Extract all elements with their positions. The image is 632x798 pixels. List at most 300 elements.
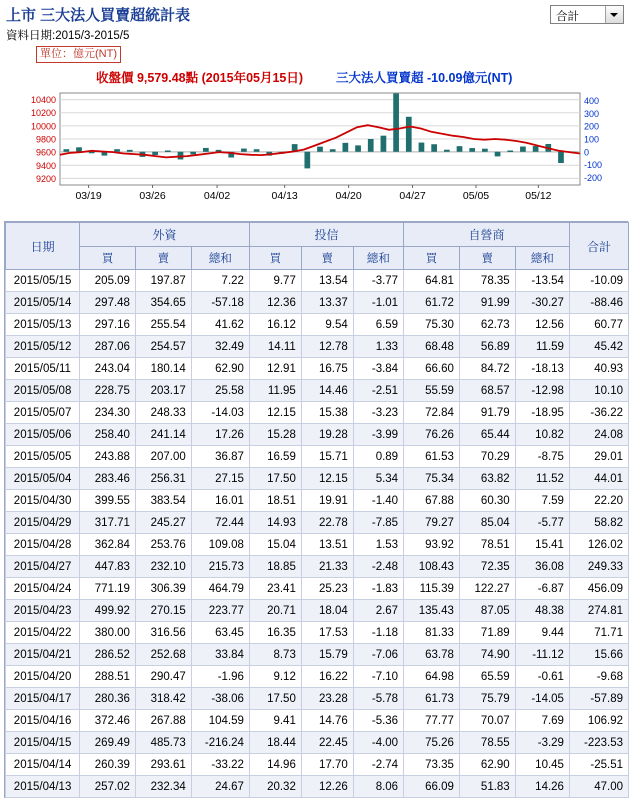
cell-foreign-net: -38.06 xyxy=(191,688,249,710)
cell-total: 47.00 xyxy=(569,776,628,798)
cell-foreign-buy: 362.84 xyxy=(80,534,136,556)
cell-total: 44.01 xyxy=(569,468,628,490)
th-trust-sell: 賣 xyxy=(301,247,353,270)
cell-dealer-sell: 91.79 xyxy=(459,402,515,424)
cell-dealer-sell: 78.55 xyxy=(459,732,515,754)
cell-trust-sell: 22.45 xyxy=(301,732,353,754)
table-row[interactable] xyxy=(6,490,629,512)
table-row[interactable] xyxy=(6,710,629,732)
cell-dealer-sell: 51.83 xyxy=(459,776,515,798)
th-group-foreign: 外資 xyxy=(80,223,250,247)
cell-trust-net: 8.06 xyxy=(353,776,403,798)
cell-trust-net: 0.89 xyxy=(353,446,403,468)
cell-date: 2015/04/24 xyxy=(6,578,80,600)
cell-foreign-sell: 316.56 xyxy=(135,622,191,644)
cell-foreign-sell: 248.33 xyxy=(135,402,191,424)
cell-trust-sell: 18.04 xyxy=(301,600,353,622)
table-row[interactable] xyxy=(6,556,629,578)
cell-dealer-sell: 87.05 xyxy=(459,600,515,622)
table-row[interactable] xyxy=(6,270,629,292)
th-dealer-buy: 買 xyxy=(404,247,460,270)
cell-dealer-buy: 66.09 xyxy=(404,776,460,798)
cell-dealer-buy: 61.73 xyxy=(404,688,460,710)
cell-dealer-buy: 75.30 xyxy=(404,314,460,336)
cell-date: 2015/05/12 xyxy=(6,336,80,358)
cell-foreign-buy: 297.16 xyxy=(80,314,136,336)
svg-text:10200: 10200 xyxy=(30,108,56,119)
cell-foreign-net: 32.49 xyxy=(191,336,249,358)
chart-title-close-price: 收盤價 9,579.48點 (2015年05月15日) xyxy=(96,71,304,85)
svg-text:9800: 9800 xyxy=(35,134,56,145)
cell-foreign-buy: 499.92 xyxy=(80,600,136,622)
cell-foreign-sell: 241.14 xyxy=(135,424,191,446)
cell-date: 2015/04/15 xyxy=(6,732,80,754)
cell-date: 2015/05/15 xyxy=(6,270,80,292)
unit-badge: 單位：億元(NT) xyxy=(36,46,121,63)
cell-foreign-sell: 293.61 xyxy=(135,754,191,776)
cell-foreign-net: -33.22 xyxy=(191,754,249,776)
cell-date: 2015/04/27 xyxy=(6,556,80,578)
cell-dealer-buy: 63.78 xyxy=(404,644,460,666)
cell-dealer-buy: 76.26 xyxy=(404,424,460,446)
cell-trust-sell: 13.37 xyxy=(301,292,353,314)
cell-trust-net: -7.85 xyxy=(353,512,403,534)
cell-trust-buy: 18.85 xyxy=(249,556,301,578)
cell-dealer-buy: 61.53 xyxy=(404,446,460,468)
th-dealer-net: 總和 xyxy=(515,247,569,270)
cell-total: -10.09 xyxy=(569,270,628,292)
cell-trust-buy: 14.93 xyxy=(249,512,301,534)
cell-trust-net: 2.67 xyxy=(353,600,403,622)
cell-total: -36.22 xyxy=(569,402,628,424)
cell-trust-sell: 12.78 xyxy=(301,336,353,358)
statistics-table-wrapper xyxy=(4,221,628,798)
th-group-trust: 投信 xyxy=(249,223,403,247)
cell-dealer-sell: 62.90 xyxy=(459,754,515,776)
cell-dealer-sell: 63.82 xyxy=(459,468,515,490)
cell-trust-buy: 18.44 xyxy=(249,732,301,754)
cell-trust-sell: 21.33 xyxy=(301,556,353,578)
cell-foreign-net: 464.79 xyxy=(191,578,249,600)
cell-trust-sell: 12.15 xyxy=(301,468,353,490)
cell-dealer-sell: 65.44 xyxy=(459,424,515,446)
svg-text:03/26: 03/26 xyxy=(139,190,166,202)
table-row[interactable] xyxy=(6,688,629,710)
cell-total: 71.71 xyxy=(569,622,628,644)
cell-trust-net: 5.34 xyxy=(353,468,403,490)
th-date: 日期 xyxy=(6,223,80,270)
table-row[interactable] xyxy=(6,468,629,490)
cell-date: 2015/04/21 xyxy=(6,644,80,666)
cell-trust-buy: 12.15 xyxy=(249,402,301,424)
cell-dealer-sell: 68.57 xyxy=(459,380,515,402)
th-trust-buy: 買 xyxy=(249,247,301,270)
cell-foreign-sell: 485.73 xyxy=(135,732,191,754)
cell-date: 2015/04/16 xyxy=(6,710,80,732)
cell-foreign-sell: 318.42 xyxy=(135,688,191,710)
cell-foreign-sell: 253.76 xyxy=(135,534,191,556)
cell-foreign-net: 16.01 xyxy=(191,490,249,512)
table-row[interactable] xyxy=(6,578,629,600)
cell-trust-net: 1.33 xyxy=(353,336,403,358)
data-date-label: 資料日期:2015/3-2015/5 xyxy=(6,30,130,42)
cell-trust-buy: 18.51 xyxy=(249,490,301,512)
cell-foreign-net: 215.73 xyxy=(191,556,249,578)
page-header xyxy=(0,0,632,65)
cell-dealer-net: 9.44 xyxy=(515,622,569,644)
cell-trust-buy: 11.95 xyxy=(249,380,301,402)
cell-foreign-net: 62.90 xyxy=(191,358,249,380)
cell-trust-buy: 16.59 xyxy=(249,446,301,468)
cell-dealer-net: 14.26 xyxy=(515,776,569,798)
cell-trust-buy: 14.11 xyxy=(249,336,301,358)
svg-text:200: 200 xyxy=(584,121,600,132)
svg-text:100: 100 xyxy=(584,134,600,145)
cell-dealer-net: -11.12 xyxy=(515,644,569,666)
cell-trust-sell: 16.22 xyxy=(301,666,353,688)
cell-trust-buy: 16.35 xyxy=(249,622,301,644)
cell-foreign-net: -57.18 xyxy=(191,292,249,314)
cell-trust-buy: 20.32 xyxy=(249,776,301,798)
cell-dealer-buy: 61.72 xyxy=(404,292,460,314)
cell-foreign-buy: 234.30 xyxy=(80,402,136,424)
cell-total: 15.66 xyxy=(569,644,628,666)
cell-trust-buy: 9.77 xyxy=(249,270,301,292)
cell-trust-sell: 23.28 xyxy=(301,688,353,710)
cell-dealer-buy: 93.92 xyxy=(404,534,460,556)
cell-trust-sell: 22.78 xyxy=(301,512,353,534)
cell-foreign-buy: 288.51 xyxy=(80,666,136,688)
table-row[interactable] xyxy=(6,776,629,798)
cell-dealer-net: 11.52 xyxy=(515,468,569,490)
cell-trust-net: -2.51 xyxy=(353,380,403,402)
cell-foreign-net: 223.77 xyxy=(191,600,249,622)
cell-trust-net: 1.53 xyxy=(353,534,403,556)
cell-dealer-net: 7.59 xyxy=(515,490,569,512)
cell-dealer-sell: 70.29 xyxy=(459,446,515,468)
cell-trust-net: -7.06 xyxy=(353,644,403,666)
cell-foreign-buy: 258.40 xyxy=(80,424,136,446)
cell-trust-sell: 25.23 xyxy=(301,578,353,600)
cell-dealer-buy: 81.33 xyxy=(404,622,460,644)
cell-dealer-net: -5.77 xyxy=(515,512,569,534)
cell-trust-buy: 12.91 xyxy=(249,358,301,380)
cell-dealer-net: 10.82 xyxy=(515,424,569,446)
svg-text:03/19: 03/19 xyxy=(75,190,102,202)
cell-foreign-buy: 257.02 xyxy=(80,776,136,798)
cell-foreign-buy: 243.04 xyxy=(80,358,136,380)
cell-dealer-net: -18.13 xyxy=(515,358,569,380)
cell-foreign-net: 63.45 xyxy=(191,622,249,644)
cell-dealer-sell: 56.89 xyxy=(459,336,515,358)
svg-text:04/13: 04/13 xyxy=(271,190,298,202)
cell-foreign-net: 7.22 xyxy=(191,270,249,292)
svg-text:300: 300 xyxy=(584,108,600,119)
cell-trust-net: -2.48 xyxy=(353,556,403,578)
cell-dealer-sell: 60.30 xyxy=(459,490,515,512)
cell-foreign-buy: 205.09 xyxy=(80,270,136,292)
cell-trust-buy: 16.12 xyxy=(249,314,301,336)
cell-trust-buy: 14.96 xyxy=(249,754,301,776)
table-row[interactable] xyxy=(6,336,629,358)
cell-trust-sell: 15.38 xyxy=(301,402,353,424)
cell-trust-sell: 19.91 xyxy=(301,490,353,512)
cell-dealer-sell: 78.35 xyxy=(459,270,515,292)
svg-text:400: 400 xyxy=(584,96,600,107)
th-foreign-buy: 買 xyxy=(80,247,136,270)
cell-dealer-sell: 72.35 xyxy=(459,556,515,578)
svg-text:9200: 9200 xyxy=(35,173,56,184)
cell-dealer-net: -6.87 xyxy=(515,578,569,600)
cell-date: 2015/05/11 xyxy=(6,358,80,380)
cell-total: 10.10 xyxy=(569,380,628,402)
cell-total: -223.53 xyxy=(569,732,628,754)
table-row[interactable] xyxy=(6,380,629,402)
cell-foreign-sell: 383.54 xyxy=(135,490,191,512)
cell-total: 29.01 xyxy=(569,446,628,468)
cell-dealer-buy: 66.60 xyxy=(404,358,460,380)
svg-text:05/05: 05/05 xyxy=(462,190,490,202)
cell-trust-buy: 15.28 xyxy=(249,424,301,446)
cell-foreign-buy: 447.83 xyxy=(80,556,136,578)
cell-foreign-net: 24.67 xyxy=(191,776,249,798)
cell-total: 24.08 xyxy=(569,424,628,446)
svg-text:10000: 10000 xyxy=(30,121,56,132)
cell-foreign-sell: 252.68 xyxy=(135,644,191,666)
cell-dealer-sell: 85.04 xyxy=(459,512,515,534)
statistics-table xyxy=(5,222,629,798)
cell-trust-buy: 12.36 xyxy=(249,292,301,314)
table-row[interactable] xyxy=(6,314,629,336)
cell-trust-sell: 15.71 xyxy=(301,446,353,468)
cell-foreign-sell: 203.17 xyxy=(135,380,191,402)
cell-dealer-net: -3.29 xyxy=(515,732,569,754)
cell-dealer-sell: 62.73 xyxy=(459,314,515,336)
cell-trust-sell: 14.76 xyxy=(301,710,353,732)
table-row[interactable] xyxy=(6,424,629,446)
cell-foreign-net: -216.24 xyxy=(191,732,249,754)
cell-foreign-sell: 245.27 xyxy=(135,512,191,534)
cell-foreign-sell: 267.88 xyxy=(135,710,191,732)
cell-trust-net: -3.23 xyxy=(353,402,403,424)
cell-date: 2015/05/08 xyxy=(6,380,80,402)
cell-foreign-net: 109.08 xyxy=(191,534,249,556)
cell-trust-sell: 9.54 xyxy=(301,314,353,336)
cell-dealer-buy: 75.34 xyxy=(404,468,460,490)
cell-dealer-buy: 135.43 xyxy=(404,600,460,622)
cell-trust-buy: 23.41 xyxy=(249,578,301,600)
table-row[interactable] xyxy=(6,512,629,534)
cell-foreign-net: 25.58 xyxy=(191,380,249,402)
cell-total: 456.09 xyxy=(569,578,628,600)
cell-trust-net: -3.84 xyxy=(353,358,403,380)
table-body xyxy=(6,270,629,798)
cell-trust-net: -2.74 xyxy=(353,754,403,776)
cell-trust-sell: 17.53 xyxy=(301,622,353,644)
svg-text:10400: 10400 xyxy=(30,95,56,106)
cell-foreign-net: 27.15 xyxy=(191,468,249,490)
cell-trust-net: 6.59 xyxy=(353,314,403,336)
cell-dealer-net: 7.69 xyxy=(515,710,569,732)
cell-dealer-sell: 78.51 xyxy=(459,534,515,556)
cell-trust-net: -1.18 xyxy=(353,622,403,644)
table-row[interactable] xyxy=(6,358,629,380)
cell-date: 2015/04/28 xyxy=(6,534,80,556)
cell-trust-net: -1.01 xyxy=(353,292,403,314)
svg-text:04/27: 04/27 xyxy=(399,190,426,202)
cell-foreign-buy: 380.00 xyxy=(80,622,136,644)
cell-foreign-sell: 180.14 xyxy=(135,358,191,380)
cell-foreign-sell: 256.31 xyxy=(135,468,191,490)
chart-title-net-buy: 三大法人買賣超 -10.09億元(NT) xyxy=(336,71,513,85)
cell-foreign-net: 41.62 xyxy=(191,314,249,336)
cell-total: 22.20 xyxy=(569,490,628,512)
cell-foreign-sell: 232.10 xyxy=(135,556,191,578)
cell-date: 2015/04/22 xyxy=(6,622,80,644)
table-row[interactable] xyxy=(6,534,629,556)
cell-total: -9.68 xyxy=(569,666,628,688)
svg-text:0: 0 xyxy=(584,147,590,158)
cell-foreign-buy: 317.71 xyxy=(80,512,136,534)
table-row[interactable] xyxy=(6,600,629,622)
market-filter-select[interactable] xyxy=(550,5,624,24)
th-foreign-sell: 賣 xyxy=(135,247,191,270)
cell-trust-buy: 9.41 xyxy=(249,710,301,732)
table-row[interactable] xyxy=(6,732,629,754)
cell-dealer-sell: 65.59 xyxy=(459,666,515,688)
th-dealer-sell: 賣 xyxy=(459,247,515,270)
market-filter-value: 合計 xyxy=(556,11,579,23)
cell-date: 2015/04/30 xyxy=(6,490,80,512)
table-row[interactable] xyxy=(6,754,629,776)
cell-foreign-sell: 254.57 xyxy=(135,336,191,358)
chart-svg xyxy=(4,85,628,211)
cell-foreign-net: 36.87 xyxy=(191,446,249,468)
cell-foreign-sell: 354.65 xyxy=(135,292,191,314)
cell-trust-net: -7.10 xyxy=(353,666,403,688)
cell-date: 2015/05/06 xyxy=(6,424,80,446)
cell-foreign-net: -14.03 xyxy=(191,402,249,424)
cell-dealer-net: 48.38 xyxy=(515,600,569,622)
table-row[interactable] xyxy=(6,446,629,468)
cell-dealer-buy: 108.43 xyxy=(404,556,460,578)
chevron-down-icon[interactable] xyxy=(605,6,623,23)
cell-trust-buy: 9.12 xyxy=(249,666,301,688)
cell-date: 2015/05/07 xyxy=(6,402,80,424)
cell-trust-buy: 15.04 xyxy=(249,534,301,556)
cell-dealer-net: -30.27 xyxy=(515,292,569,314)
cell-foreign-buy: 372.46 xyxy=(80,710,136,732)
svg-text:04/20: 04/20 xyxy=(335,190,362,202)
th-total: 合計 xyxy=(569,223,628,270)
cell-foreign-sell: 290.47 xyxy=(135,666,191,688)
page-title: 上市 三大法人買賣超統計表 xyxy=(6,7,191,24)
cell-foreign-sell: 232.34 xyxy=(135,776,191,798)
cell-dealer-net: -13.54 xyxy=(515,270,569,292)
cell-trust-net: -5.36 xyxy=(353,710,403,732)
cell-dealer-buy: 77.77 xyxy=(404,710,460,732)
table-head xyxy=(6,223,629,270)
cell-total: 40.93 xyxy=(569,358,628,380)
cell-dealer-sell: 71.89 xyxy=(459,622,515,644)
cell-foreign-net: 17.26 xyxy=(191,424,249,446)
cell-foreign-net: 33.84 xyxy=(191,644,249,666)
cell-dealer-net: -0.61 xyxy=(515,666,569,688)
cell-dealer-buy: 55.59 xyxy=(404,380,460,402)
cell-dealer-sell: 84.72 xyxy=(459,358,515,380)
cell-dealer-sell: 91.99 xyxy=(459,292,515,314)
cell-dealer-net: -8.75 xyxy=(515,446,569,468)
cell-trust-sell: 13.51 xyxy=(301,534,353,556)
cell-date: 2015/04/14 xyxy=(6,754,80,776)
cell-foreign-buy: 243.88 xyxy=(80,446,136,468)
cell-date: 2015/04/17 xyxy=(6,688,80,710)
cell-foreign-buy: 280.36 xyxy=(80,688,136,710)
cell-total: 249.33 xyxy=(569,556,628,578)
cell-dealer-buy: 67.88 xyxy=(404,490,460,512)
cell-total: 274.81 xyxy=(569,600,628,622)
chart-legend xyxy=(4,67,628,85)
table-row[interactable] xyxy=(6,644,629,666)
table-group-header-row xyxy=(6,223,629,247)
th-trust-net: 總和 xyxy=(353,247,403,270)
cell-foreign-sell: 306.39 xyxy=(135,578,191,600)
svg-text:9400: 9400 xyxy=(35,160,56,171)
table-row[interactable] xyxy=(6,666,629,688)
cell-trust-buy: 20.71 xyxy=(249,600,301,622)
cell-trust-net: -1.40 xyxy=(353,490,403,512)
cell-trust-net: -3.77 xyxy=(353,270,403,292)
th-foreign-net: 總和 xyxy=(191,247,249,270)
cell-foreign-buy: 399.55 xyxy=(80,490,136,512)
cell-trust-sell: 15.79 xyxy=(301,644,353,666)
table-row[interactable] xyxy=(6,402,629,424)
cell-total: 106.92 xyxy=(569,710,628,732)
cell-trust-buy: 8.73 xyxy=(249,644,301,666)
cell-trust-net: -4.00 xyxy=(353,732,403,754)
cell-dealer-buy: 79.27 xyxy=(404,512,460,534)
chart-plot-area xyxy=(4,85,628,211)
cell-dealer-sell: 75.79 xyxy=(459,688,515,710)
cell-dealer-sell: 70.07 xyxy=(459,710,515,732)
cell-dealer-net: 12.56 xyxy=(515,314,569,336)
cell-trust-buy: 17.50 xyxy=(249,688,301,710)
cell-total: -57.89 xyxy=(569,688,628,710)
cell-total: 58.82 xyxy=(569,512,628,534)
cell-trust-sell: 19.28 xyxy=(301,424,353,446)
cell-dealer-buy: 75.26 xyxy=(404,732,460,754)
cell-foreign-sell: 207.00 xyxy=(135,446,191,468)
cell-trust-net: -3.99 xyxy=(353,424,403,446)
table-row[interactable] xyxy=(6,622,629,644)
cell-foreign-sell: 255.54 xyxy=(135,314,191,336)
th-group-dealer: 自營商 xyxy=(404,223,570,247)
cell-date: 2015/04/13 xyxy=(6,776,80,798)
cell-foreign-buy: 269.49 xyxy=(80,732,136,754)
cell-trust-sell: 16.75 xyxy=(301,358,353,380)
cell-foreign-net: 72.44 xyxy=(191,512,249,534)
cell-dealer-buy: 64.98 xyxy=(404,666,460,688)
cell-dealer-net: -14.05 xyxy=(515,688,569,710)
cell-total: -25.51 xyxy=(569,754,628,776)
cell-date: 2015/04/29 xyxy=(6,512,80,534)
cell-trust-sell: 17.70 xyxy=(301,754,353,776)
table-row[interactable] xyxy=(6,292,629,314)
cell-trust-net: -5.78 xyxy=(353,688,403,710)
cell-dealer-net: -12.98 xyxy=(515,380,569,402)
svg-text:05/12: 05/12 xyxy=(525,190,552,202)
table-sub-header-row xyxy=(6,247,629,270)
